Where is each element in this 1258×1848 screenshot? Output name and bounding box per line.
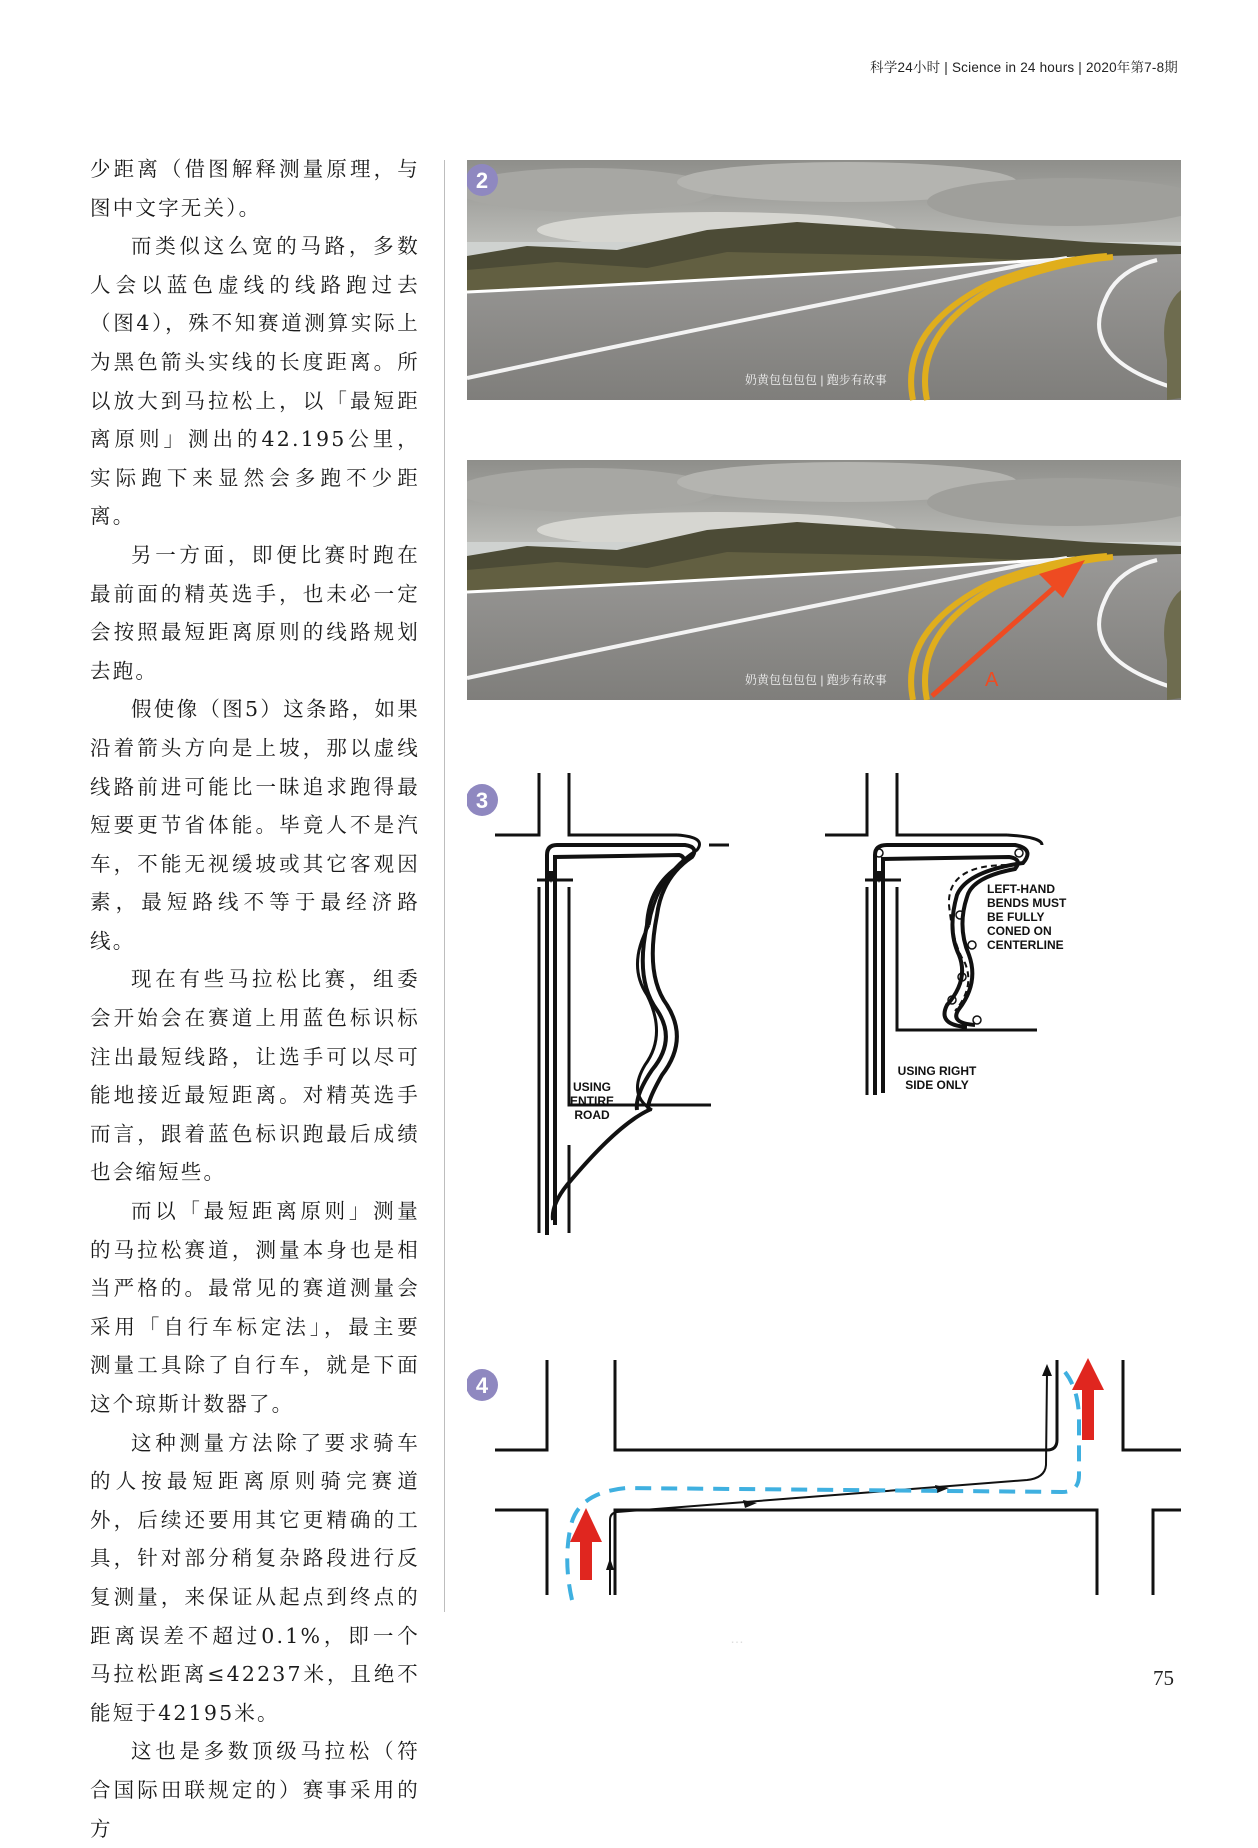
left-road-outline <box>495 773 729 1233</box>
figure-4 <box>467 1310 1181 1610</box>
road-photo-top <box>467 160 1181 400</box>
red-arrow-left-shaft <box>580 1540 592 1580</box>
right-label <box>898 1064 977 1092</box>
route-arrow-4 <box>1042 1364 1052 1376</box>
body-paragraph: 另一方面，即便比赛时跑在最前面的精英选手，也未必一定会按照最短距离原则的线路规划去跑。 <box>90 542 420 683</box>
figure-3 <box>467 765 1181 1245</box>
left-label-line3: ROAD <box>574 1108 610 1122</box>
body-paragraph: 而类似这么宽的马路，多数人会以蓝色虚线的线路跑过去（图4），殊不知赛道测算实际上为黑色箭头实线的长度距离。所以放大到马拉松上，以「最短距离原则」测出的42.195公里，实际跑下来显然会多跑不少距离。 <box>90 234 420 529</box>
road-photo-bottom <box>467 460 1181 700</box>
blue-dashed-route <box>567 1372 1079 1600</box>
left-label-line1: USING <box>572 1080 612 1094</box>
column-divider <box>444 160 445 1612</box>
badge-2-number: 2 <box>475 168 489 193</box>
body-paragraph: 而以「最短距离原则」测量的马拉松赛道，测量本身也是相当严格的。最常见的赛道测量会采用「自行车标定法」，最主要测量工具除了自行车，就是下面这个琼斯计数器了。 <box>90 1199 420 1416</box>
faint-footer-text: … <box>730 1630 744 1646</box>
watermark-bottom: 奶黄包包包包 | 跑步有故事 <box>745 673 887 687</box>
note-line2: BENDS MUST <box>987 896 1067 910</box>
road-photos <box>467 160 1181 700</box>
route-arrow-1 <box>606 1558 614 1570</box>
right-label-line1: USING RIGHT <box>897 1064 977 1078</box>
body-paragraph: 少距离（借图解释测量原理，与图中文字无关）。 <box>90 157 420 220</box>
right-note <box>987 882 1067 952</box>
body-paragraph: 这种测量方法除了要求骑车的人按最短距离原则骑完赛道外，后续还要用其它更精确的工具，针对部分稍复杂路段进行反复测量，来保证从起点到终点的距离误差不超过0.1%，即一个马拉松距离≤42237米，且绝不能短于42195米。 <box>90 1430 420 1725</box>
body-text-column <box>90 150 420 1848</box>
note-line5: CENTERLINE <box>987 938 1064 952</box>
body-paragraph: 现在有些马拉松比赛，组委会开始会在赛道上用蓝色标识标注出最短线路，让选手可以尽可能地接近最短距离。对精英选手而言，跟着蓝色标识跑最后成绩也会缩短些。 <box>90 967 420 1185</box>
running-header: 科学24小时 | Science in 24 hours | 2020年第7-8期 <box>870 60 1178 75</box>
body-paragraph: 这也是多数顶级马拉松（符合国际田联规定的）赛事采用的方 <box>90 1739 420 1841</box>
body-paragraph: 假使像（图5）这条路，如果沿着箭头方向是上坡，那以虚线线路前进可能比一昧追求跑得最短要更节省体能。毕竟人不是汽车，不能无视缓坡或其它客观因素，最短路线不等于最经济路线。 <box>90 697 420 953</box>
arrow-marker-a: A <box>985 669 999 691</box>
figure-2 <box>467 160 1181 700</box>
badge-4-number: 4 <box>475 1373 489 1398</box>
note-line1: LEFT-HAND <box>987 882 1055 896</box>
red-arrow-right-shaft <box>1082 1388 1094 1440</box>
watermark-top: 奶黄包包包包 | 跑步有故事 <box>745 373 887 387</box>
shortest-route-line <box>610 1372 1047 1595</box>
left-label <box>570 1080 614 1122</box>
route-diagram-3 <box>467 765 1181 1245</box>
left-label-line2: ENTIRE <box>569 1094 615 1108</box>
note-line4: CONED ON <box>987 924 1052 938</box>
note-line3: BE FULLY <box>987 910 1045 924</box>
route-diagram-4 <box>467 1310 1181 1610</box>
badge-3-number: 3 <box>475 788 489 813</box>
red-arrow-right-head <box>1072 1358 1104 1390</box>
right-label-line2: SIDE ONLY <box>905 1078 969 1092</box>
page-number: 75 <box>1153 1666 1174 1690</box>
